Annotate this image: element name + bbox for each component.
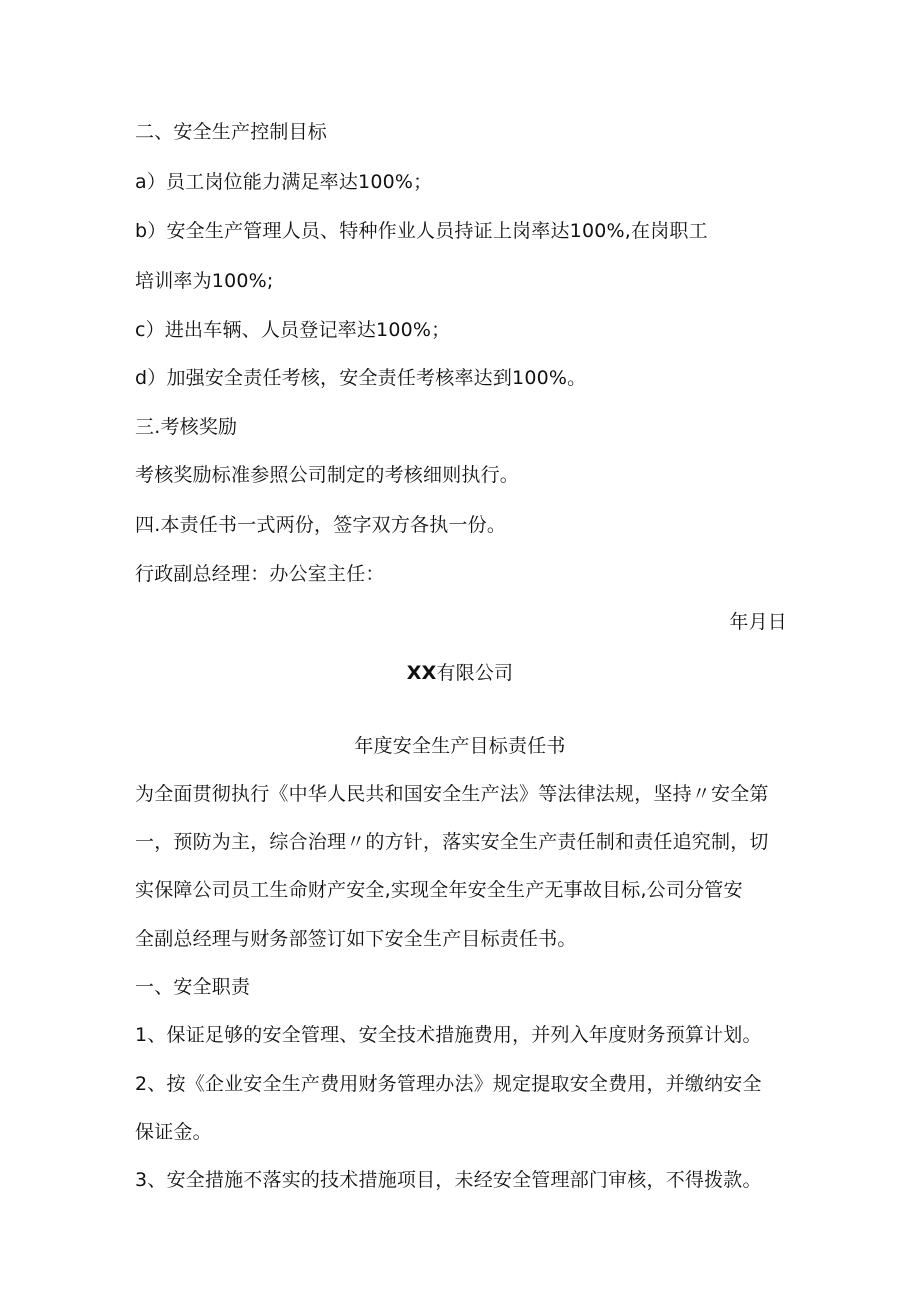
company-prefix: XX	[406, 662, 437, 684]
target-item-a: a）员工岗位能力满足率达100%；	[135, 171, 433, 193]
date-line: 年月日	[729, 611, 787, 633]
intro-paragraph-line-1: 为全面贯彻执行《中华人民共和国安全生产法》等法律法规，坚持〃安全第	[135, 783, 769, 805]
section-heading-control-targets: 二、安全生产控制目标	[135, 121, 328, 143]
responsibility-item-1: 1、保证足够的安全管理、安全技术措施费用，并列入年度财务预算计划。	[135, 1024, 762, 1046]
target-item-d: d）加强安全责任考核，安全责任考核率达到100%。	[135, 367, 587, 389]
signature-line: 行政副总经理：办公室主任：	[135, 563, 385, 585]
target-item-b-continued: 培训率为100%;	[135, 270, 274, 292]
responsibility-item-2-continued: 保证金。	[135, 1121, 212, 1143]
responsibility-item-3: 3、安全措施不落实的技术措施项目，未经安全管理部门审核，不得拨款。	[135, 1169, 762, 1191]
intro-paragraph-line-4: 全副总经理与财务部签订如下安全生产目标责任书。	[135, 928, 577, 950]
intro-paragraph-line-3: 实保障公司员工生命财产安全,实现全年安全生产无事故目标,公司分管安	[135, 879, 743, 901]
section-heading-copies: 四.本责任书一式两份，签字双方各执一份。	[135, 514, 507, 536]
target-item-b: b）安全生产管理人员、特种作业人员持证上岗率达100%,在岗职工	[135, 220, 708, 242]
intro-paragraph-line-2: 一，预防为主，综合治理〃的方针，落实安全生产责任制和责任追究制，切	[135, 831, 769, 853]
responsibility-item-2: 2、按《企业安全生产费用财务管理办法》规定提取安全费用，并缴纳安全	[135, 1073, 762, 1095]
assessment-paragraph: 考核奖励标准参照公司制定的考核细则执行。	[135, 464, 520, 486]
company-name	[0, 660, 920, 686]
document-title: 年度安全生产目标责任书	[354, 735, 566, 757]
company-suffix: 有限公司	[436, 662, 514, 684]
section-heading-responsibilities: 一、安全职责	[135, 976, 251, 998]
section-heading-assessment-rewards: 三.考核奖励	[135, 416, 238, 438]
target-item-c: c）进出车辆、人员登记率达100%；	[135, 319, 451, 341]
